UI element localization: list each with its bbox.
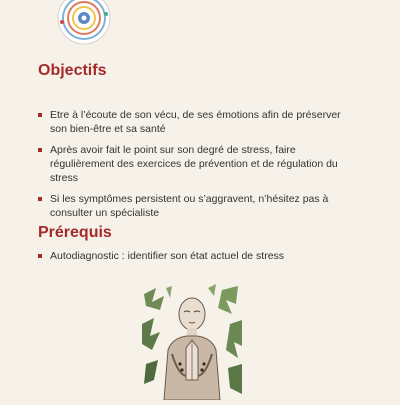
bullet-icon — [38, 113, 42, 117]
list-item — [38, 108, 358, 136]
bullet-icon — [38, 148, 42, 152]
bullet-icon — [38, 254, 42, 258]
list-item-text: Etre à l’écoute de son vécu, de ses émotions afin de préserver son bien-être et sa santé — [50, 109, 341, 135]
objectives-heading: Objectifs — [38, 62, 107, 79]
list-item — [38, 192, 358, 220]
list-item-text: Après avoir fait le point sur son degré de stress, faire régulièrement des exercices de prévention et de régulation du stress — [50, 144, 338, 184]
list-item — [38, 249, 358, 263]
objectives-list — [38, 108, 358, 227]
list-item — [38, 143, 358, 185]
list-item-text: Si les symptômes persistent ou s’aggravent, n’hésitez pas à consulter un spécialiste — [50, 193, 329, 219]
list-item-text: Autodiagnostic : identifier son état actuel de stress — [50, 250, 285, 262]
circular-emblem-icon — [52, 0, 116, 46]
meditation-illustration — [142, 284, 242, 400]
logo — [52, 0, 116, 46]
prerequisites-heading: Prérequis — [38, 224, 112, 241]
meditating-person-icon — [142, 284, 242, 400]
prerequisites-list — [38, 249, 358, 270]
bullet-icon — [38, 197, 42, 201]
